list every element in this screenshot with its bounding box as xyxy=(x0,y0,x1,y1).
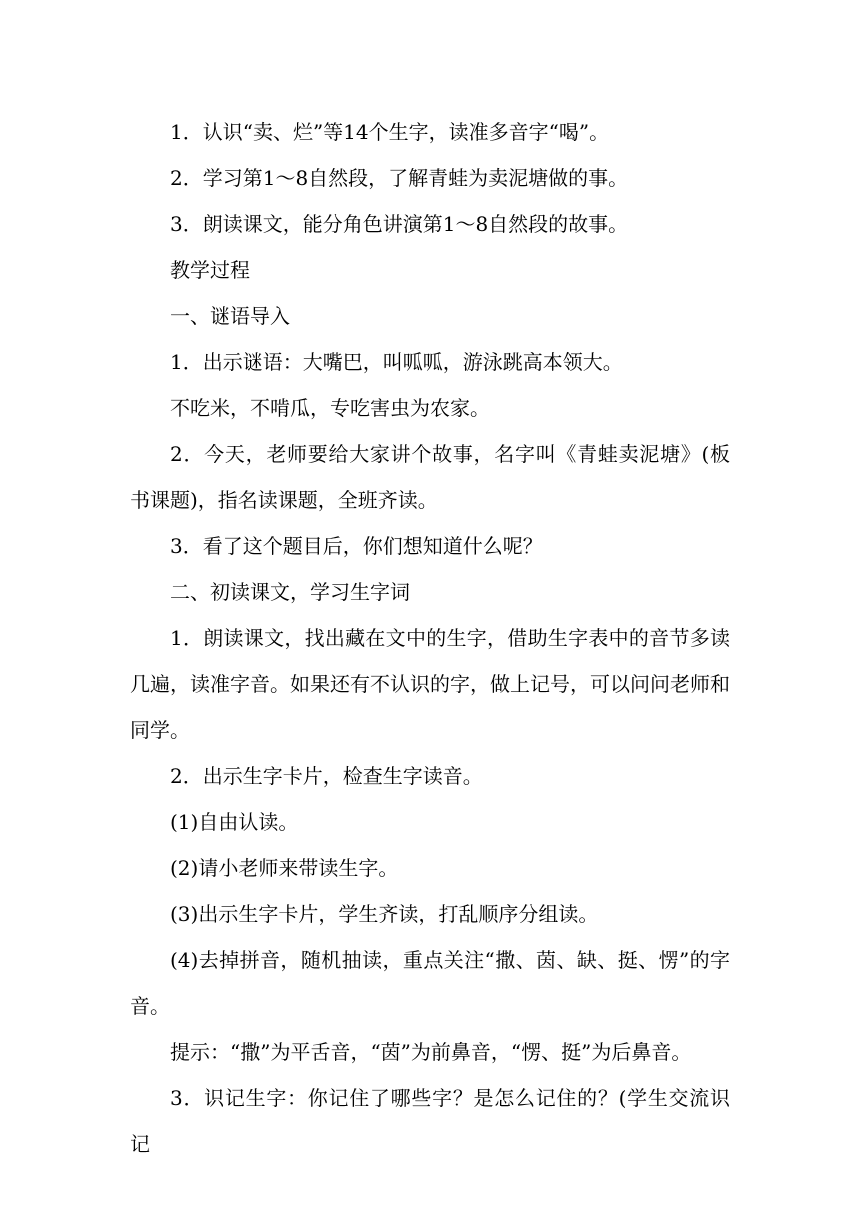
paragraph: 不吃米，不啃瓜，专吃害虫为农家。 xyxy=(170,396,490,420)
list-item: (3)出示生字卡片，学生齐读，打乱顺序分组读。 xyxy=(170,902,599,926)
list-item: (2)请小老师来带读生字。 xyxy=(170,856,399,880)
list-item: (1)自由认读。 xyxy=(170,810,299,834)
section-heading: 教学过程 xyxy=(170,258,250,282)
paragraph: 2．学习第1～8自然段，了解青蛙为卖泥塘做的事。 xyxy=(170,166,629,190)
section-heading: 一、谜语导入 xyxy=(170,304,290,328)
list-item: (4)去掉拼音，随机抽读，重点关注“撒、茵、缺、挺、愣”的字音。 xyxy=(130,948,730,1018)
section-heading: 二、初读课文，学习生字词 xyxy=(170,580,410,604)
paragraph: 3．看了这个题目后，你们想知道什么呢？ xyxy=(170,534,543,558)
paragraph: 2．出示生字卡片，检查生字读音。 xyxy=(170,764,483,788)
paragraph: 2．今天，老师要给大家讲个故事，名字叫《青蛙卖泥塘》(板书课题)，指名读课题，全班齐读。 xyxy=(130,442,730,512)
paragraph: 1．出示谜语：大嘴巴，叫呱呱，游泳跳高本领大。 xyxy=(170,350,623,374)
note-paragraph: 提示：“撒”为平舌音，“茵”为前鼻音，“愣、挺”为后鼻音。 xyxy=(170,1040,692,1064)
paragraph: 3．识记生字：你记住了哪些字？是怎么记住的？(学生交流识记 xyxy=(130,1086,730,1156)
paragraph: 1．朗读课文，找出藏在文中的生字，借助生字表中的音节多读几遍，读准字音。如果还有不认识的字，做上记号，可以问问老师和同学。 xyxy=(130,626,730,742)
paragraph: 3．朗读课文，能分角色讲演第1～8自然段的故事。 xyxy=(170,212,629,236)
document-body xyxy=(130,109,730,1167)
paragraph: 1．认识“卖、烂”等14个生字，读准多音字“喝”。 xyxy=(170,120,610,144)
